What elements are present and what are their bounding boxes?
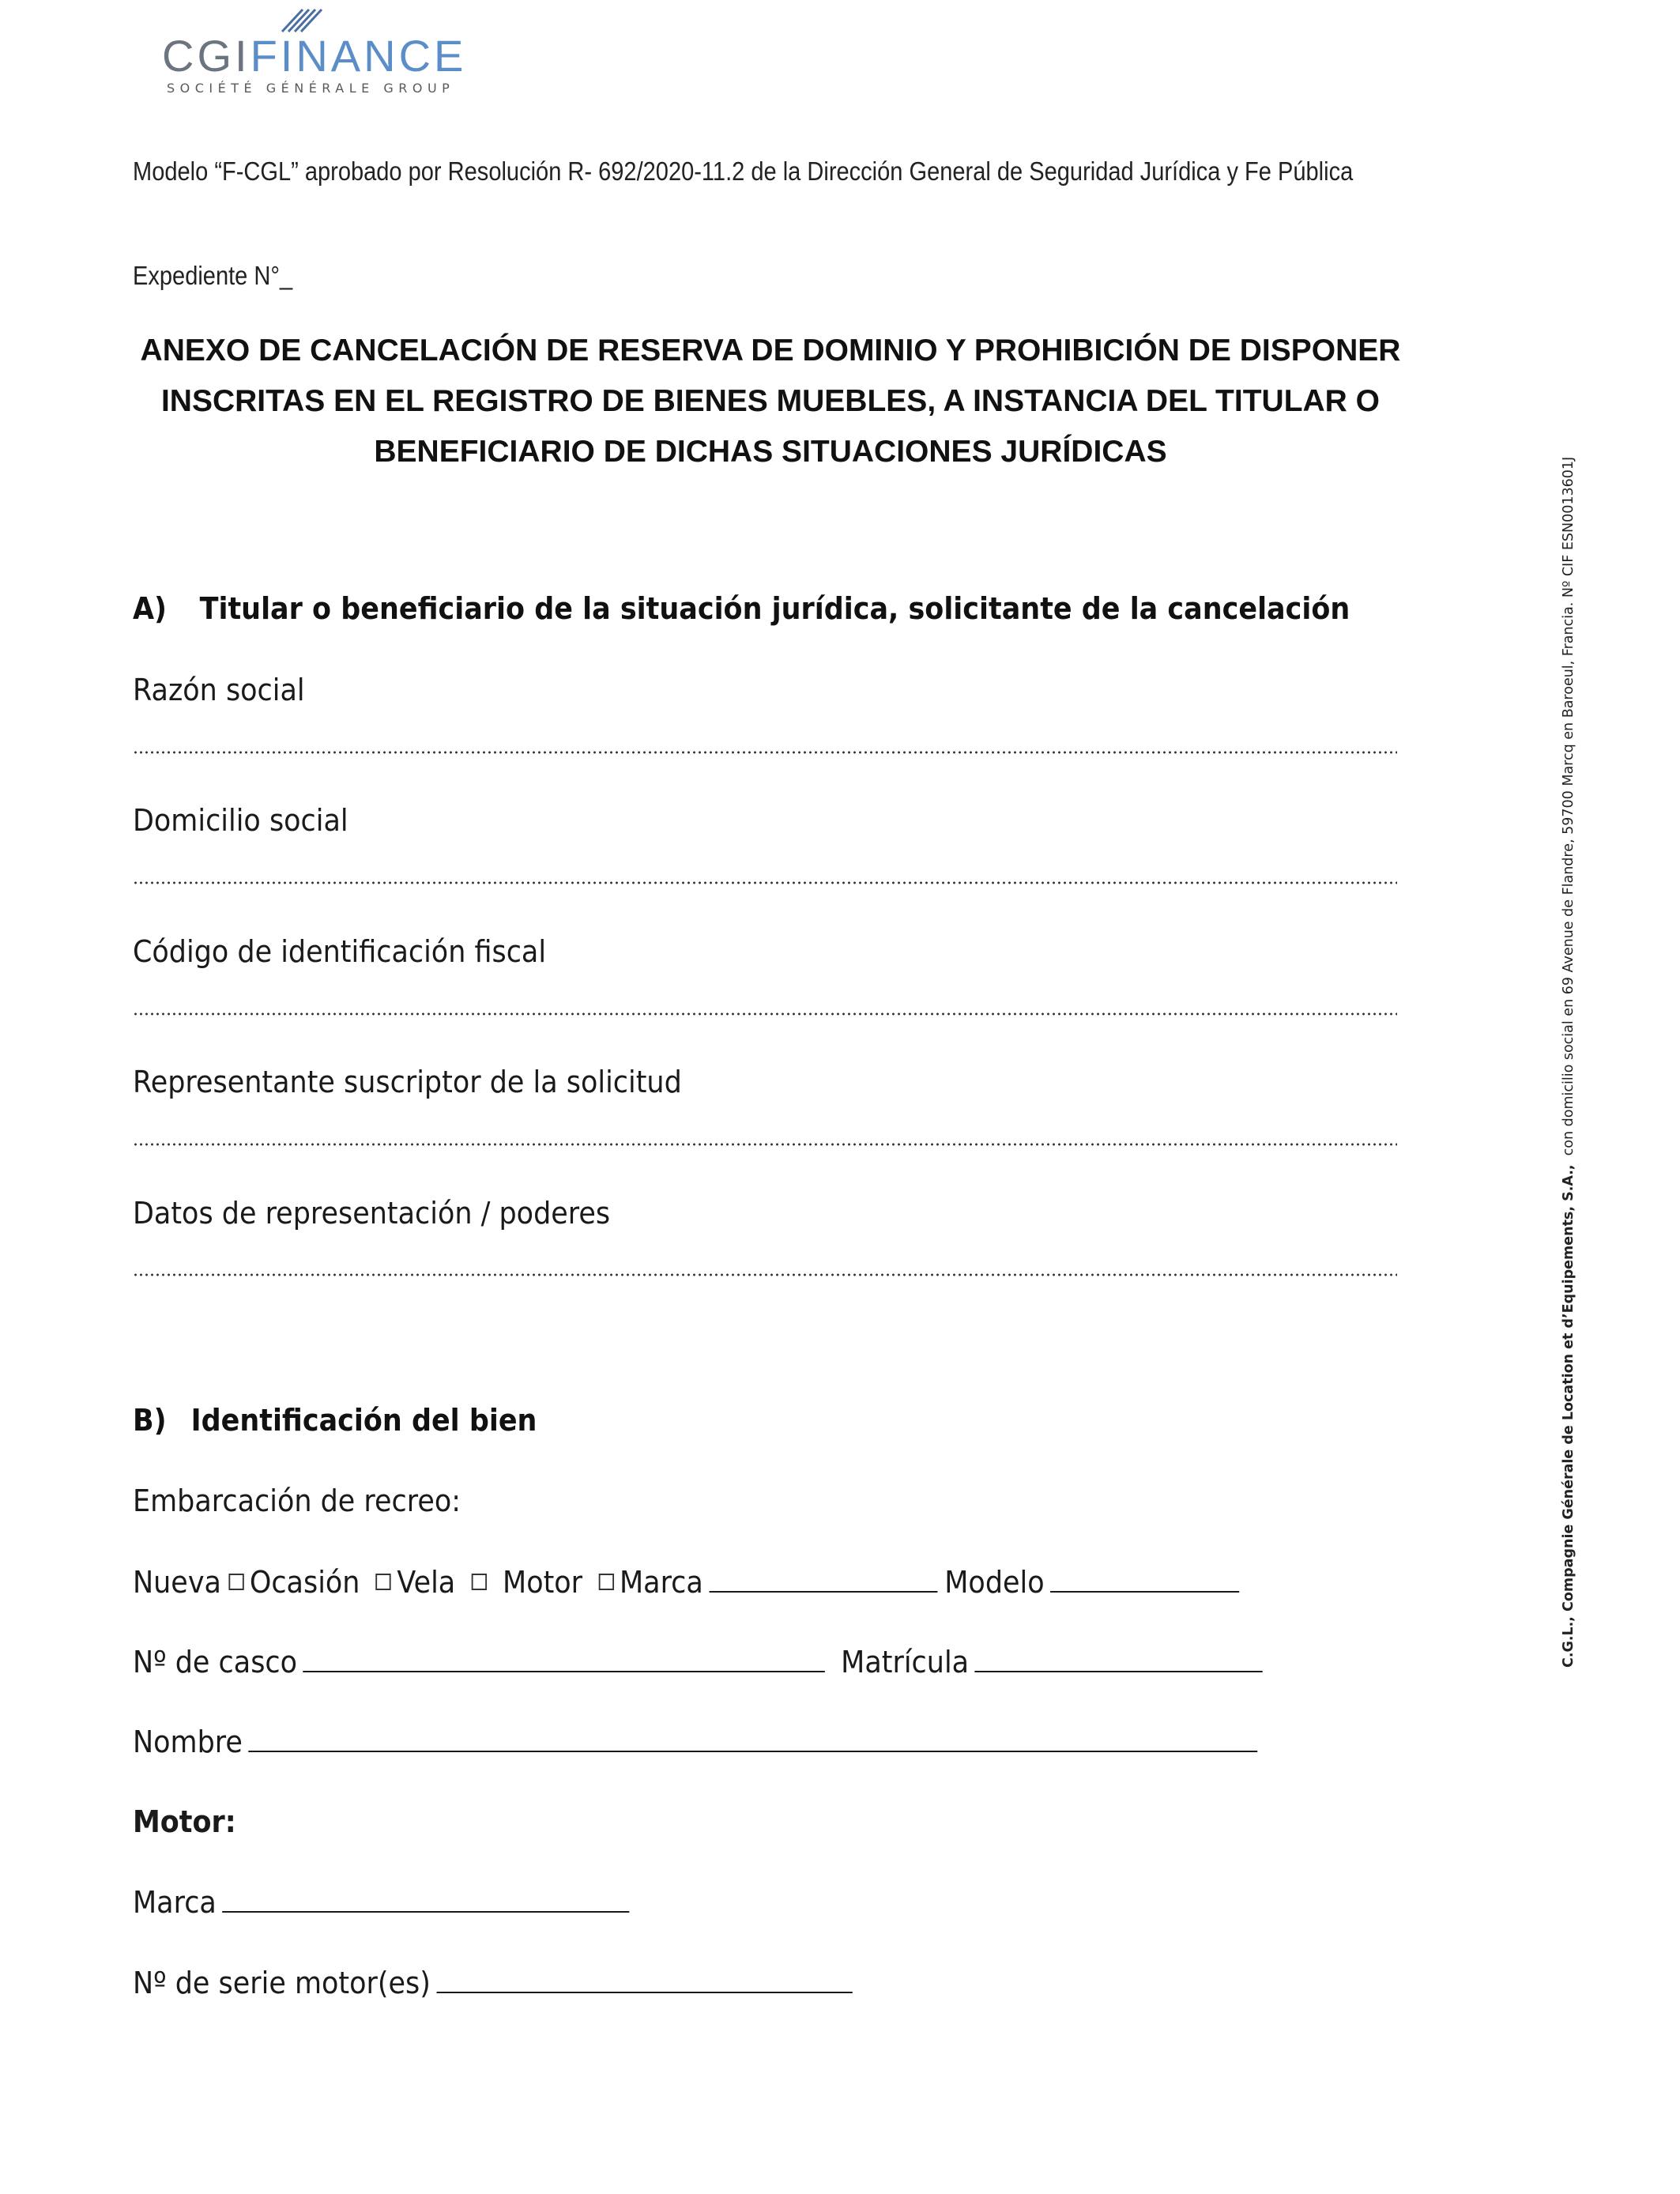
motor-heading: Motor: xyxy=(133,1804,236,1839)
representante-label: Representante suscriptor de la solicitud xyxy=(133,1065,682,1099)
razon-social-field[interactable] xyxy=(133,751,1397,754)
title-line-2: INSCRITAS EN EL REGISTRO DE BIENES MUEBLES, A INSTANCIA DEL TITULAR O xyxy=(160,384,1381,418)
vela-checkbox[interactable] xyxy=(376,1574,391,1590)
cif-label: Código de identificación fiscal xyxy=(133,934,547,969)
ocasion-checkbox[interactable] xyxy=(228,1574,243,1590)
cif-field[interactable] xyxy=(133,1012,1397,1016)
file-number: Expediente N°_ xyxy=(133,261,293,290)
representacion-label: Datos de representación / poderes xyxy=(133,1196,611,1231)
logo-stripes-icon xyxy=(279,6,325,33)
hull-number-field[interactable] xyxy=(303,1644,825,1672)
registration-field[interactable] xyxy=(974,1644,1262,1672)
motor-checkbox[interactable] xyxy=(471,1574,486,1590)
boat-label: Embarcación de recreo: xyxy=(133,1483,461,1518)
boat-name-field[interactable] xyxy=(248,1724,1257,1752)
section-b-heading: B) Identificación del bien xyxy=(133,1403,537,1438)
motor-serial-row: Nº de serie motor(es) xyxy=(133,1965,852,2000)
domicilio-social-label: Domicilio social xyxy=(133,803,348,838)
logo-tagline: SOCIÉTÉ GÉNÉRALE GROUP xyxy=(167,81,455,96)
razon-social-label: Razón social xyxy=(133,673,305,707)
title-line-1: ANEXO DE CANCELACIÓN DE RESERVA DE DOMINIO Y PROHIBICIÓN DE DISPONER xyxy=(140,334,1401,368)
motor-brand-row: Marca xyxy=(133,1884,629,1920)
hull-registration-row: Nº de casco Matrícula xyxy=(133,1644,1263,1679)
title-line-3: BENEFICIARIO DE DICHAS SITUACIONES JURÍDICAS xyxy=(374,435,1167,469)
representante-field[interactable] xyxy=(133,1143,1397,1146)
representacion-field[interactable] xyxy=(133,1273,1397,1276)
company-logo xyxy=(162,6,467,100)
company-legal-note: C.G.L., Compagnie Générale de Location et d’Equipements, S.A., con domicilio social en 69 Avenue de Flandre, 59700 Marcq en Baroeul, Francia. Nº CIF ESN0013601J xyxy=(1561,456,1576,1668)
motor-serial-field[interactable] xyxy=(436,1965,852,1993)
marca-field[interactable] xyxy=(709,1564,937,1593)
document-title xyxy=(119,326,1422,477)
section-a-heading: A) Titular o beneficiario de la situación jurídica, solicitante de la cancelación xyxy=(133,591,1350,626)
marca-checkbox[interactable] xyxy=(598,1574,613,1590)
motor-brand-field[interactable] xyxy=(222,1884,629,1913)
boat-name-row: Nombre xyxy=(133,1724,1257,1759)
domicilio-social-field[interactable] xyxy=(133,881,1397,884)
modelo-field[interactable] xyxy=(1050,1564,1239,1593)
boat-options-row: Nueva Ocasión Vela Motor Marca Modelo xyxy=(133,1564,1239,1600)
model-approval-line: Modelo “F-CGL” aprobado por Resolución R- 692/2020-11.2 de la Dirección General de Seguridad Jurídica y Fe Pública xyxy=(133,156,1354,186)
logo-wordmark: CGIFINANCE xyxy=(162,31,467,81)
